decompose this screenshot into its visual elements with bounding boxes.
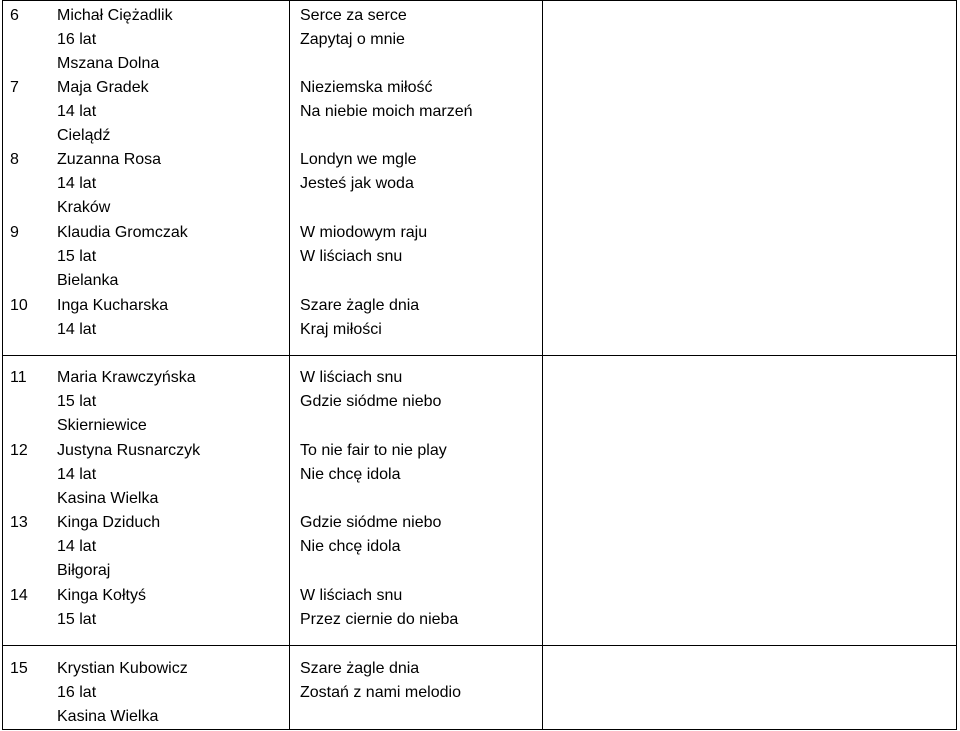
contestant-name: Inga Kucharska	[57, 297, 169, 314]
song-title: W liściach snu	[300, 248, 403, 265]
column-divider	[542, 0, 543, 730]
contestant-info	[57, 366, 287, 438]
song-title: Szare żagle dnia	[300, 297, 420, 314]
contestant-name: Kinga Kołtyś	[57, 587, 146, 604]
contestant-age: 15 lat	[57, 248, 97, 265]
table-left-border	[2, 0, 3, 730]
song-title: Zostań z nami melodio	[300, 684, 461, 701]
contestant-name: Maria Krawczyńska	[57, 369, 196, 386]
entry-number: 13	[10, 514, 28, 531]
song-title: W liściach snu	[300, 587, 403, 604]
entry-number: 6	[10, 7, 19, 24]
contestant-town: Mszana Dolna	[57, 55, 160, 72]
contestant-age: 14 lat	[57, 538, 97, 555]
entry-number: 9	[10, 224, 19, 241]
contestant-name: Kinga Dziduch	[57, 514, 161, 531]
entry-number: 15	[10, 660, 28, 677]
contestant-age: 14 lat	[57, 466, 97, 483]
songs	[300, 657, 540, 705]
song-title: Przez ciernie do nieba	[300, 611, 459, 628]
entry-number: 7	[10, 79, 19, 96]
table-top-border	[2, 0, 957, 1]
songs	[300, 76, 540, 124]
contestant-info	[57, 221, 287, 293]
song-title: W miodowym raju	[300, 224, 428, 241]
contestant-name: Maja Gradek	[57, 79, 149, 96]
song-title: To nie fair to nie play	[300, 442, 447, 459]
table-right-border	[956, 0, 957, 730]
songs	[300, 294, 540, 342]
entry-number: 10	[10, 297, 28, 314]
song-title: Londyn we mgle	[300, 151, 417, 168]
table-bottom-border	[2, 729, 957, 730]
contestant-town: Skierniewice	[57, 417, 147, 434]
entry-number: 11	[10, 369, 27, 386]
song-title: Szare żagle dnia	[300, 660, 420, 677]
section-divider	[2, 645, 957, 646]
songs	[300, 148, 540, 196]
contestants-table	[2, 0, 957, 730]
song-title: Na niebie moich marzeń	[300, 103, 473, 120]
contestant-info	[57, 76, 287, 148]
contestant-town: Biłgoraj	[57, 562, 111, 579]
song-title: Nie chcę idola	[300, 466, 401, 483]
contestant-age: 15 lat	[57, 393, 97, 410]
songs	[300, 366, 540, 414]
songs	[300, 511, 540, 559]
entry-number: 8	[10, 151, 19, 168]
section-divider	[2, 355, 957, 356]
song-title: W liściach snu	[300, 369, 403, 386]
song-title: Gdzie siódme niebo	[300, 514, 442, 531]
songs	[300, 439, 540, 487]
contestant-name: Justyna Rusnarczyk	[57, 442, 201, 459]
contestant-age: 16 lat	[57, 684, 97, 701]
contestant-age: 15 lat	[57, 611, 97, 628]
songs	[300, 584, 540, 632]
contestant-age: 14 lat	[57, 321, 97, 338]
contestant-town: Bielanka	[57, 272, 119, 289]
contestant-name: Michał Ciężadlik	[57, 7, 173, 24]
contestant-info	[57, 511, 287, 583]
contestant-town: Cielądź	[57, 127, 111, 144]
contestant-age: 16 lat	[57, 31, 97, 48]
song-title: Gdzie siódme niebo	[300, 393, 442, 410]
songs	[300, 4, 540, 52]
contestant-name: Zuzanna Rosa	[57, 151, 162, 168]
songs	[300, 221, 540, 269]
entry-number: 14	[10, 587, 28, 604]
entry-number: 12	[10, 442, 28, 459]
contestant-name: Klaudia Gromczak	[57, 224, 188, 241]
contestant-info	[57, 4, 287, 76]
song-title: Kraj miłości	[300, 321, 382, 338]
song-title: Jesteś jak woda	[300, 175, 414, 192]
contestant-info	[57, 657, 287, 729]
contestant-town: Kraków	[57, 199, 111, 216]
contestant-info	[57, 148, 287, 220]
song-title: Nieziemska miłość	[300, 79, 433, 96]
contestant-age: 14 lat	[57, 103, 97, 120]
contestant-name: Krystian Kubowicz	[57, 660, 188, 677]
contestant-info	[57, 294, 287, 342]
column-divider	[289, 0, 290, 730]
contestant-town: Kasina Wielka	[57, 708, 159, 725]
song-title: Nie chcę idola	[300, 538, 401, 555]
contestant-town: Kasina Wielka	[57, 490, 159, 507]
song-title: Zapytaj o mnie	[300, 31, 405, 48]
contestant-info	[57, 584, 287, 632]
contestant-age: 14 lat	[57, 175, 97, 192]
song-title: Serce za serce	[300, 7, 407, 24]
contestant-info	[57, 439, 287, 511]
